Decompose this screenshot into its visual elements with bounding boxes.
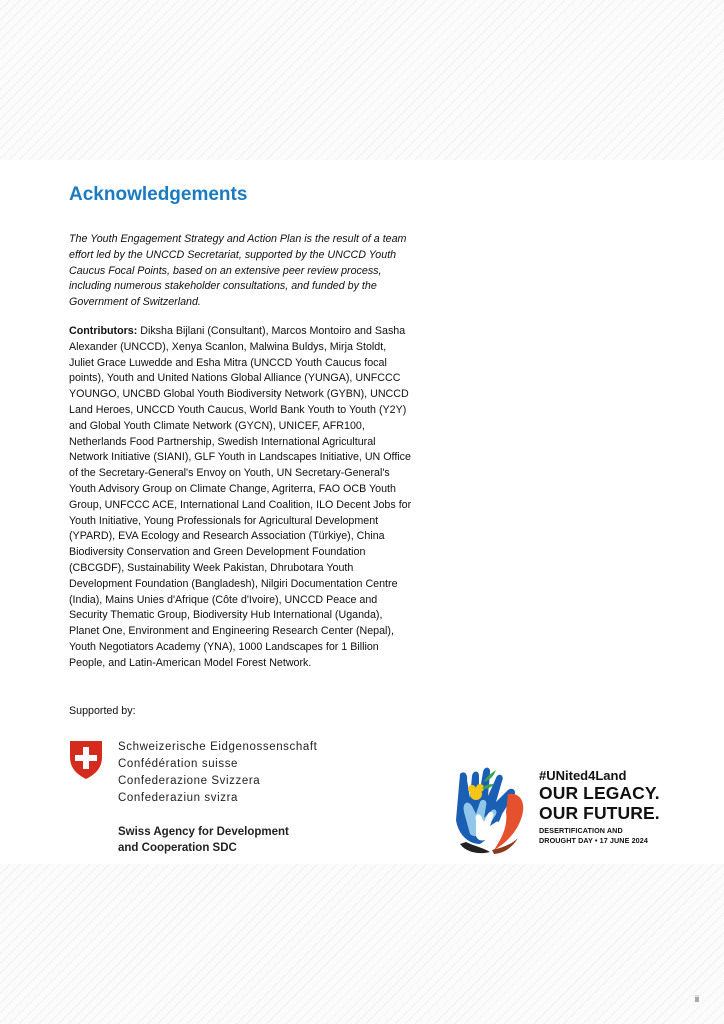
contributors-label: Contributors: <box>69 325 138 337</box>
page-title: Acknowledgements <box>69 184 248 205</box>
swiss-name-romansh: Confederaziun svizra <box>118 792 239 804</box>
swiss-name-french: Confédération suisse <box>118 758 239 770</box>
contributors-text: Diksha Bijlani (Consultant), Marcos Montoiro and Sasha Alexander (UNCCD), Xenya Scanlon, Malwina Buldys, Mirja Stoldt, Juliet Grace Luwedde and Esha Mitra (UNCCD Youth Caucus focal points), Youth and United Nations Global Alliance (YUNGA), UNFCCC YOUNGO, UNCBD Global Youth Biodiversity Network (GYBN), UNCCD Land Heroes, UNCCD Youth Caucus, World Bank Youth to Youth (Y2Y) and Global Youth Climate Network (GYCN), UNICEF, AFR100, Netherlands Food Partnership, Swedish International Agricultural Network Initiative (SIANI), GLF Youth in Landscapes Initiative, UN Office of the Secretary-General's Envoy on Youth, UN Secretary-General's Youth Advisory Group on Climate Change, Agriterra, FAO OCB Youth Group, UNFCCC ACE, International Land Coalition, ILO Decent Jobs for Youth Initiative, Young Professionals for Agricultural Development (YPARD), EVA Ecology and Research Association (Türkiye), China Biodiversity Conservation and Green Development Foundation (CBCGDF), Sustainability Week Pakistan, Dhrubotara Youth Development Foundation (Bangladesh), Nilgiri Documentation Centre (India), Mains Unies d'Afrique (Côte d'Ivoire), UNCCD Peace and Security Thematic Group, Biodiversity Hub International (Uganda), Planet One, Environment and Engineering Research Center (Nepal), Youth Negotiators Academy (YNA), 1000 Landscapes for 1 Billion People, and Latin-American Model Forest Network. <box>69 325 412 669</box>
campaign-hashtag: #UNited4Land <box>539 768 627 783</box>
desertification-day-hands-logo-icon <box>446 762 532 856</box>
campaign-wordmark <box>539 768 660 846</box>
bottom-hatched-band <box>0 864 724 1024</box>
sdc-line-2: and Cooperation SDC <box>118 842 237 854</box>
supported-by-label: Supported by: <box>69 705 136 717</box>
swiss-confederation-names <box>118 739 317 807</box>
event-line-1: DESERTIFICATION AND <box>539 826 623 835</box>
event-line-2: DROUGHT DAY • 17 JUNE 2024 <box>539 836 648 845</box>
slogan-line-1: OUR LEGACY. <box>539 783 660 803</box>
sdc-line-1: Swiss Agency for Development <box>118 826 289 838</box>
sdc-agency-name <box>118 824 289 856</box>
swiss-name-german: Schweizerische Eidgenossenschaft <box>118 741 318 753</box>
top-hatched-band <box>0 0 724 160</box>
page-number: ii <box>695 994 699 1004</box>
contributors-paragraph <box>69 324 414 672</box>
swiss-coat-of-arms-icon <box>69 740 103 780</box>
slogan-line-2: OUR FUTURE. <box>539 802 660 823</box>
swiss-name-italian: Confederazione Svizzera <box>118 775 261 787</box>
intro-paragraph: The Youth Engagement Strategy and Action Plan is the result of a team effort led by the UNCCD Secretariat, supported by the UNCCD Youth Caucus Focal Points, based on an extensive peer review process, including numerous stakeholder consultations, and funded by the Government of Switzerland. <box>69 233 407 309</box>
event-caption <box>539 826 660 846</box>
